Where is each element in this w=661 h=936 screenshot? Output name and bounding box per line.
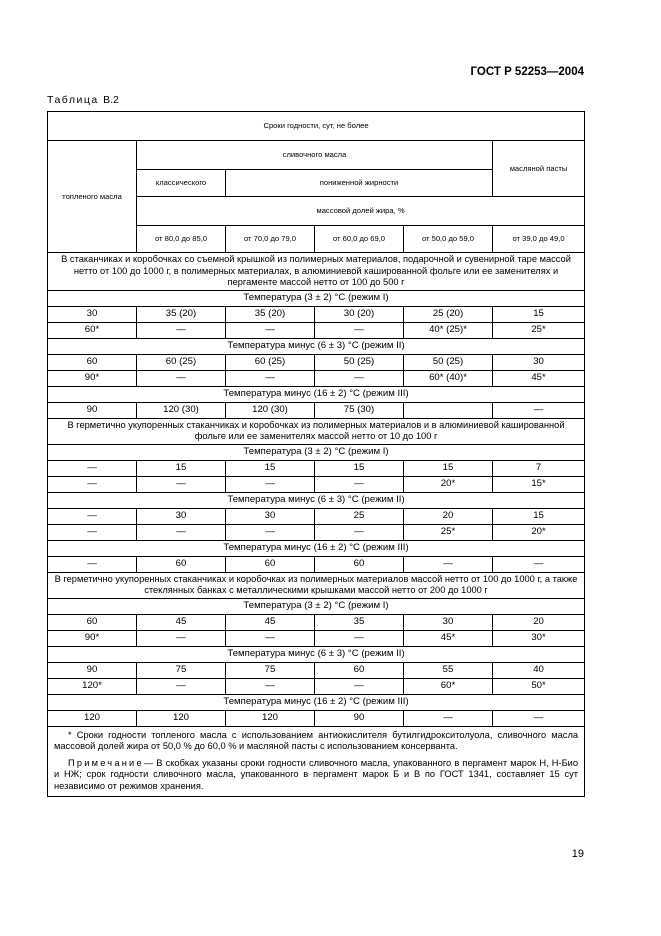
table-cell: — — [226, 322, 315, 338]
header-butter-paste: масляной пасты — [493, 141, 585, 197]
table-cell: 60* (40)* — [404, 370, 493, 386]
section-description-row — [48, 253, 585, 291]
table-cell: 60 (25) — [137, 354, 226, 370]
table-cell: 120 (30) — [137, 402, 226, 418]
table-cell: 60 (25) — [226, 354, 315, 370]
table-cell: 45 — [137, 614, 226, 630]
table-row — [48, 710, 585, 726]
table-cell: — — [48, 476, 137, 492]
table-row — [48, 508, 585, 524]
table-cell: 20* — [404, 476, 493, 492]
storage-table-body — [48, 112, 585, 797]
table-cell: 120 — [226, 710, 315, 726]
table-cell: 60* — [48, 322, 137, 338]
table-row — [48, 306, 585, 322]
table-cell: 25 (20) — [404, 306, 493, 322]
table-cell: — — [315, 524, 404, 540]
header-main: Сроки годности, сут, не более — [48, 112, 585, 141]
table-cell: — — [48, 508, 137, 524]
document-code: ГОСТ Р 52253—2004 — [470, 66, 584, 78]
table-cell: 30 — [404, 614, 493, 630]
fat-range-cell: от 70,0 до 79,0 — [226, 226, 315, 253]
fat-range-cell: от 39,0 до 49,0 — [493, 226, 585, 253]
table-cell: — — [226, 630, 315, 646]
table-cell: 30 — [137, 508, 226, 524]
table-cell: 75 — [226, 662, 315, 678]
mode-row — [48, 598, 585, 614]
note-text: — В скобках указаны сроки годности сливочного масла, упакованного в пергамент марок Н, Н-Био и НЖ; срок годности сливочного масла, упакованного в пергамент марок Б и В по ГОСТ 1341, составляет 15 сут независимо от режимов хранения. — [54, 757, 579, 791]
mode-row — [48, 492, 585, 508]
table-cell: — — [137, 476, 226, 492]
table-cell: 60 — [48, 354, 137, 370]
table-cell: 60 — [315, 556, 404, 572]
table-cell: 25 — [315, 508, 404, 524]
table-cell: 30 (20) — [315, 306, 404, 322]
fat-range-cell: от 60,0 до 69,0 — [315, 226, 404, 253]
table-cell: — — [226, 476, 315, 492]
table-cell: — — [48, 524, 137, 540]
table-cell: 50* — [493, 678, 585, 694]
mode-row — [48, 444, 585, 460]
table-cell: 20 — [404, 508, 493, 524]
table-cell: 90 — [48, 662, 137, 678]
table-row — [48, 556, 585, 572]
table-cell: — — [404, 556, 493, 572]
table-cell: — — [226, 678, 315, 694]
packaging-description: В герметично укупоренных стаканчиках и коробочках из полимерных материалов массой нетто от 100 до 1000 г, а также стеклянных банках с металлическими крышками массой нетто от 200 до 1000 г — [48, 572, 585, 598]
table-row — [48, 614, 585, 630]
table-cell: 45* — [493, 370, 585, 386]
storage-mode-title: Температура (3 ± 2) °С (режим I) — [48, 598, 585, 614]
table-cell: — — [137, 370, 226, 386]
table-cell: 7 — [493, 460, 585, 476]
note — [54, 758, 578, 793]
table-cell: — — [226, 370, 315, 386]
table-cell: 30* — [493, 630, 585, 646]
header-classic: классического — [137, 170, 226, 197]
table-row — [48, 402, 585, 418]
table-cell: 90* — [48, 370, 137, 386]
table-footer — [48, 726, 585, 797]
storage-mode-title: Температура минус (6 ± 3) °С (режим II) — [48, 646, 585, 662]
table-cell: 75 (30) — [315, 402, 404, 418]
table-cell: 35 (20) — [226, 306, 315, 322]
table-cell: 120 — [48, 710, 137, 726]
table-cell: 15 — [404, 460, 493, 476]
table-cell: 30 — [493, 354, 585, 370]
table-caption-word: Таблица — [47, 94, 99, 106]
table-cell — [404, 402, 493, 418]
table-row — [48, 460, 585, 476]
mode-row — [48, 540, 585, 556]
table-row — [48, 322, 585, 338]
footnote-row — [48, 726, 585, 797]
page-number: 19 — [571, 848, 584, 860]
table-cell: 120 — [137, 710, 226, 726]
table-cell: — — [137, 630, 226, 646]
table-cell: — — [404, 710, 493, 726]
table-cell: 50 (25) — [404, 354, 493, 370]
mode-row — [48, 290, 585, 306]
table-cell: 15* — [493, 476, 585, 492]
table-cell: — — [137, 524, 226, 540]
table-cell: — — [137, 678, 226, 694]
table-cell: 45* — [404, 630, 493, 646]
storage-mode-title: Температура (3 ± 2) °С (режим I) — [48, 290, 585, 306]
table-cell: 35 — [315, 614, 404, 630]
table-cell: 20* — [493, 524, 585, 540]
header-reduced-fat: пониженной жирности — [226, 170, 493, 197]
table-cell: 55 — [404, 662, 493, 678]
header-fat-fraction: массовой долей жира, % — [137, 197, 585, 226]
table-cell: 60* — [404, 678, 493, 694]
table-caption — [47, 94, 119, 106]
table-cell: 30 — [48, 306, 137, 322]
table-row — [48, 662, 585, 678]
table-cell: 60 — [315, 662, 404, 678]
mode-row — [48, 386, 585, 402]
table-row — [48, 678, 585, 694]
table-row — [48, 354, 585, 370]
table-cell: 35 (20) — [137, 306, 226, 322]
table-cell: — — [315, 370, 404, 386]
table-cell: — — [137, 322, 226, 338]
footnote-text: * Сроки годности топленого масла с использованием антиокислителя бутилгидрокситолуола, сливочного масла массовой долей жира от 50,0 % до 60,0 % и масляной пасты с использованием консерванта. — [54, 729, 579, 752]
header-butter: сливочного масла — [137, 141, 493, 170]
mode-row — [48, 338, 585, 354]
table-row — [48, 476, 585, 492]
storage-mode-title: Температура минус (16 ± 2) °С (режим III) — [48, 540, 585, 556]
fat-range-cell: от 50,0 до 59,0 — [404, 226, 493, 253]
table-cell: 15 — [226, 460, 315, 476]
table-cell: 60 — [48, 614, 137, 630]
table-row — [48, 630, 585, 646]
table-cell: 60 — [226, 556, 315, 572]
storage-mode-title: Температура минус (16 ± 2) °С (режим III) — [48, 386, 585, 402]
mode-row — [48, 646, 585, 662]
table-cell: 90* — [48, 630, 137, 646]
table-caption-number: В.2 — [103, 94, 119, 106]
table-row — [48, 524, 585, 540]
table-cell: 60 — [137, 556, 226, 572]
note-label: Примечание — [68, 757, 144, 768]
header-ghee: топленого масла — [48, 141, 137, 253]
table-cell: 15 — [493, 306, 585, 322]
table-cell: 20 — [493, 614, 585, 630]
table-cell: — — [493, 710, 585, 726]
table-cell: — — [48, 460, 137, 476]
table-cell: — — [315, 678, 404, 694]
table-cell: 40 — [493, 662, 585, 678]
table-cell: — — [226, 524, 315, 540]
table-cell: 25* — [493, 322, 585, 338]
table-cell: 30 — [226, 508, 315, 524]
table-cell: 40* (25)* — [404, 322, 493, 338]
table-cell: — — [315, 630, 404, 646]
table-cell: 90 — [48, 402, 137, 418]
fat-range-cell: от 80,0 до 85,0 — [137, 226, 226, 253]
table-cell: 120* — [48, 678, 137, 694]
table-cell: 120 (30) — [226, 402, 315, 418]
table-cell: — — [315, 476, 404, 492]
section-description-row — [48, 418, 585, 444]
table-row — [48, 370, 585, 386]
table-cell: 75 — [137, 662, 226, 678]
storage-mode-title: Температура минус (6 ± 3) °С (режим II) — [48, 492, 585, 508]
mode-row — [48, 694, 585, 710]
packaging-description: В стаканчиках и коробочках со съемной крышкой из полимерных материалов, подарочной и сувенирной таре массой нетто от 100 до 1000 г, в полимерных материалах, в алюминиевой кашированной фольге или ее заменителях и пергаменте массой нетто от 100 до 500 г — [48, 253, 585, 291]
table-cell: — — [493, 556, 585, 572]
table-cell: 15 — [493, 508, 585, 524]
table-cell: 50 (25) — [315, 354, 404, 370]
table-cell: — — [493, 402, 585, 418]
section-description-row — [48, 572, 585, 598]
storage-mode-title: Температура (3 ± 2) °С (режим I) — [48, 444, 585, 460]
table-cell: 15 — [315, 460, 404, 476]
table-cell: — — [48, 556, 137, 572]
table-cell: 45 — [226, 614, 315, 630]
table-cell: 15 — [137, 460, 226, 476]
packaging-description: В герметично укупоренных стаканчиках и коробочках из полимерных материалов и в алюминиевой кашированной фольге или ее заменителях массой нетто от 10 до 100 г — [48, 418, 585, 444]
storage-table — [47, 111, 585, 797]
table-cell: 90 — [315, 710, 404, 726]
table-cell: 25* — [404, 524, 493, 540]
storage-mode-title: Температура минус (6 ± 3) °С (режим II) — [48, 338, 585, 354]
storage-mode-title: Температура минус (16 ± 2) °С (режим III) — [48, 694, 585, 710]
table-cell: — — [315, 322, 404, 338]
